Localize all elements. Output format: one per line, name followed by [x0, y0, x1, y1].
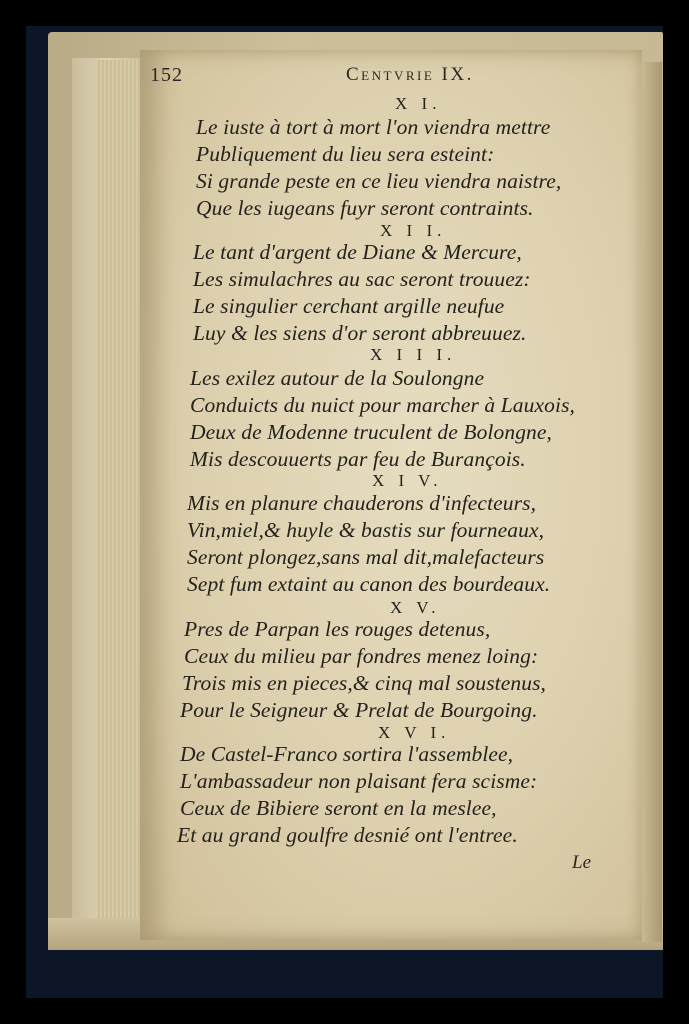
verse-line: L'ambassadeur non plaisant fera scisme:	[180, 769, 538, 793]
verse-line: Luy & les siens d'or seront abbreuuez.	[193, 321, 527, 345]
quatrain-numeral: X V.	[390, 598, 441, 617]
verse-line: Vin,miel,& huyle & bastis sur fourneaux,	[187, 518, 545, 542]
verse-line: Ceux de Bibiere seront en la meslee,	[180, 796, 497, 820]
quatrain-numeral: X I V.	[372, 471, 443, 490]
verse-line: Que les iugeans fuyr seront contraints.	[196, 196, 534, 220]
verse-line: Pres de Parpan les rouges detenus,	[184, 617, 491, 641]
verse-line: Conduicts du nuict pour marcher à Lauxois,	[190, 393, 576, 417]
verse-line: Mis en planure chauderons d'infecteurs,	[187, 491, 537, 515]
quatrain-numeral: X I I I.	[370, 345, 457, 364]
verse-line: Le iuste à tort à mort l'on viendra mettre	[196, 115, 551, 139]
verse-line: Ceux du milieu par fondres menez loing:	[184, 644, 539, 668]
verse-line: Les simulachres au sac seront trouuez:	[193, 267, 531, 291]
cover-right-edge	[642, 62, 662, 942]
verse-line: Publiquement du lieu sera esteint:	[196, 142, 495, 166]
verse-line: Et au grand goulfre desnié ont l'entree.	[177, 823, 518, 847]
verse-line: Trois mis en pieces,& cinq mal soustenus,	[182, 671, 547, 695]
verse-line: Le tant d'argent de Diane & Mercure,	[193, 240, 522, 264]
verse-line: Mis descouuerts par feu de Burançois.	[190, 447, 526, 471]
verse-line: Les exilez autour de la Soulongne	[190, 366, 485, 390]
verse-line: De Castel-Franco sortira l'assemblee,	[180, 742, 514, 766]
verse-line: Pour le Seigneur & Prelat de Bourgoing.	[180, 698, 538, 722]
verse-line: Sept fum extaint au canon des bourdeaux.	[187, 572, 551, 596]
running-head	[0, 64, 689, 94]
verse-line: Le singulier cerchant argille neufue	[193, 294, 505, 318]
running-title: Centvrie IX.	[346, 64, 474, 85]
catchword: Le	[572, 852, 591, 873]
verse-line: Deux de Modenne truculent de Bolongne,	[190, 420, 553, 444]
page-number: 152	[150, 64, 183, 86]
quatrain-numeral: X I.	[395, 94, 442, 113]
verse-line: Seront plongez,sans mal dit,malefacteurs	[187, 545, 545, 569]
verse-line: Si grande peste en ce lieu viendra naistre,	[196, 169, 562, 193]
quatrain-numeral: X V I.	[378, 723, 451, 742]
quatrain-numeral: X I I.	[380, 221, 447, 240]
